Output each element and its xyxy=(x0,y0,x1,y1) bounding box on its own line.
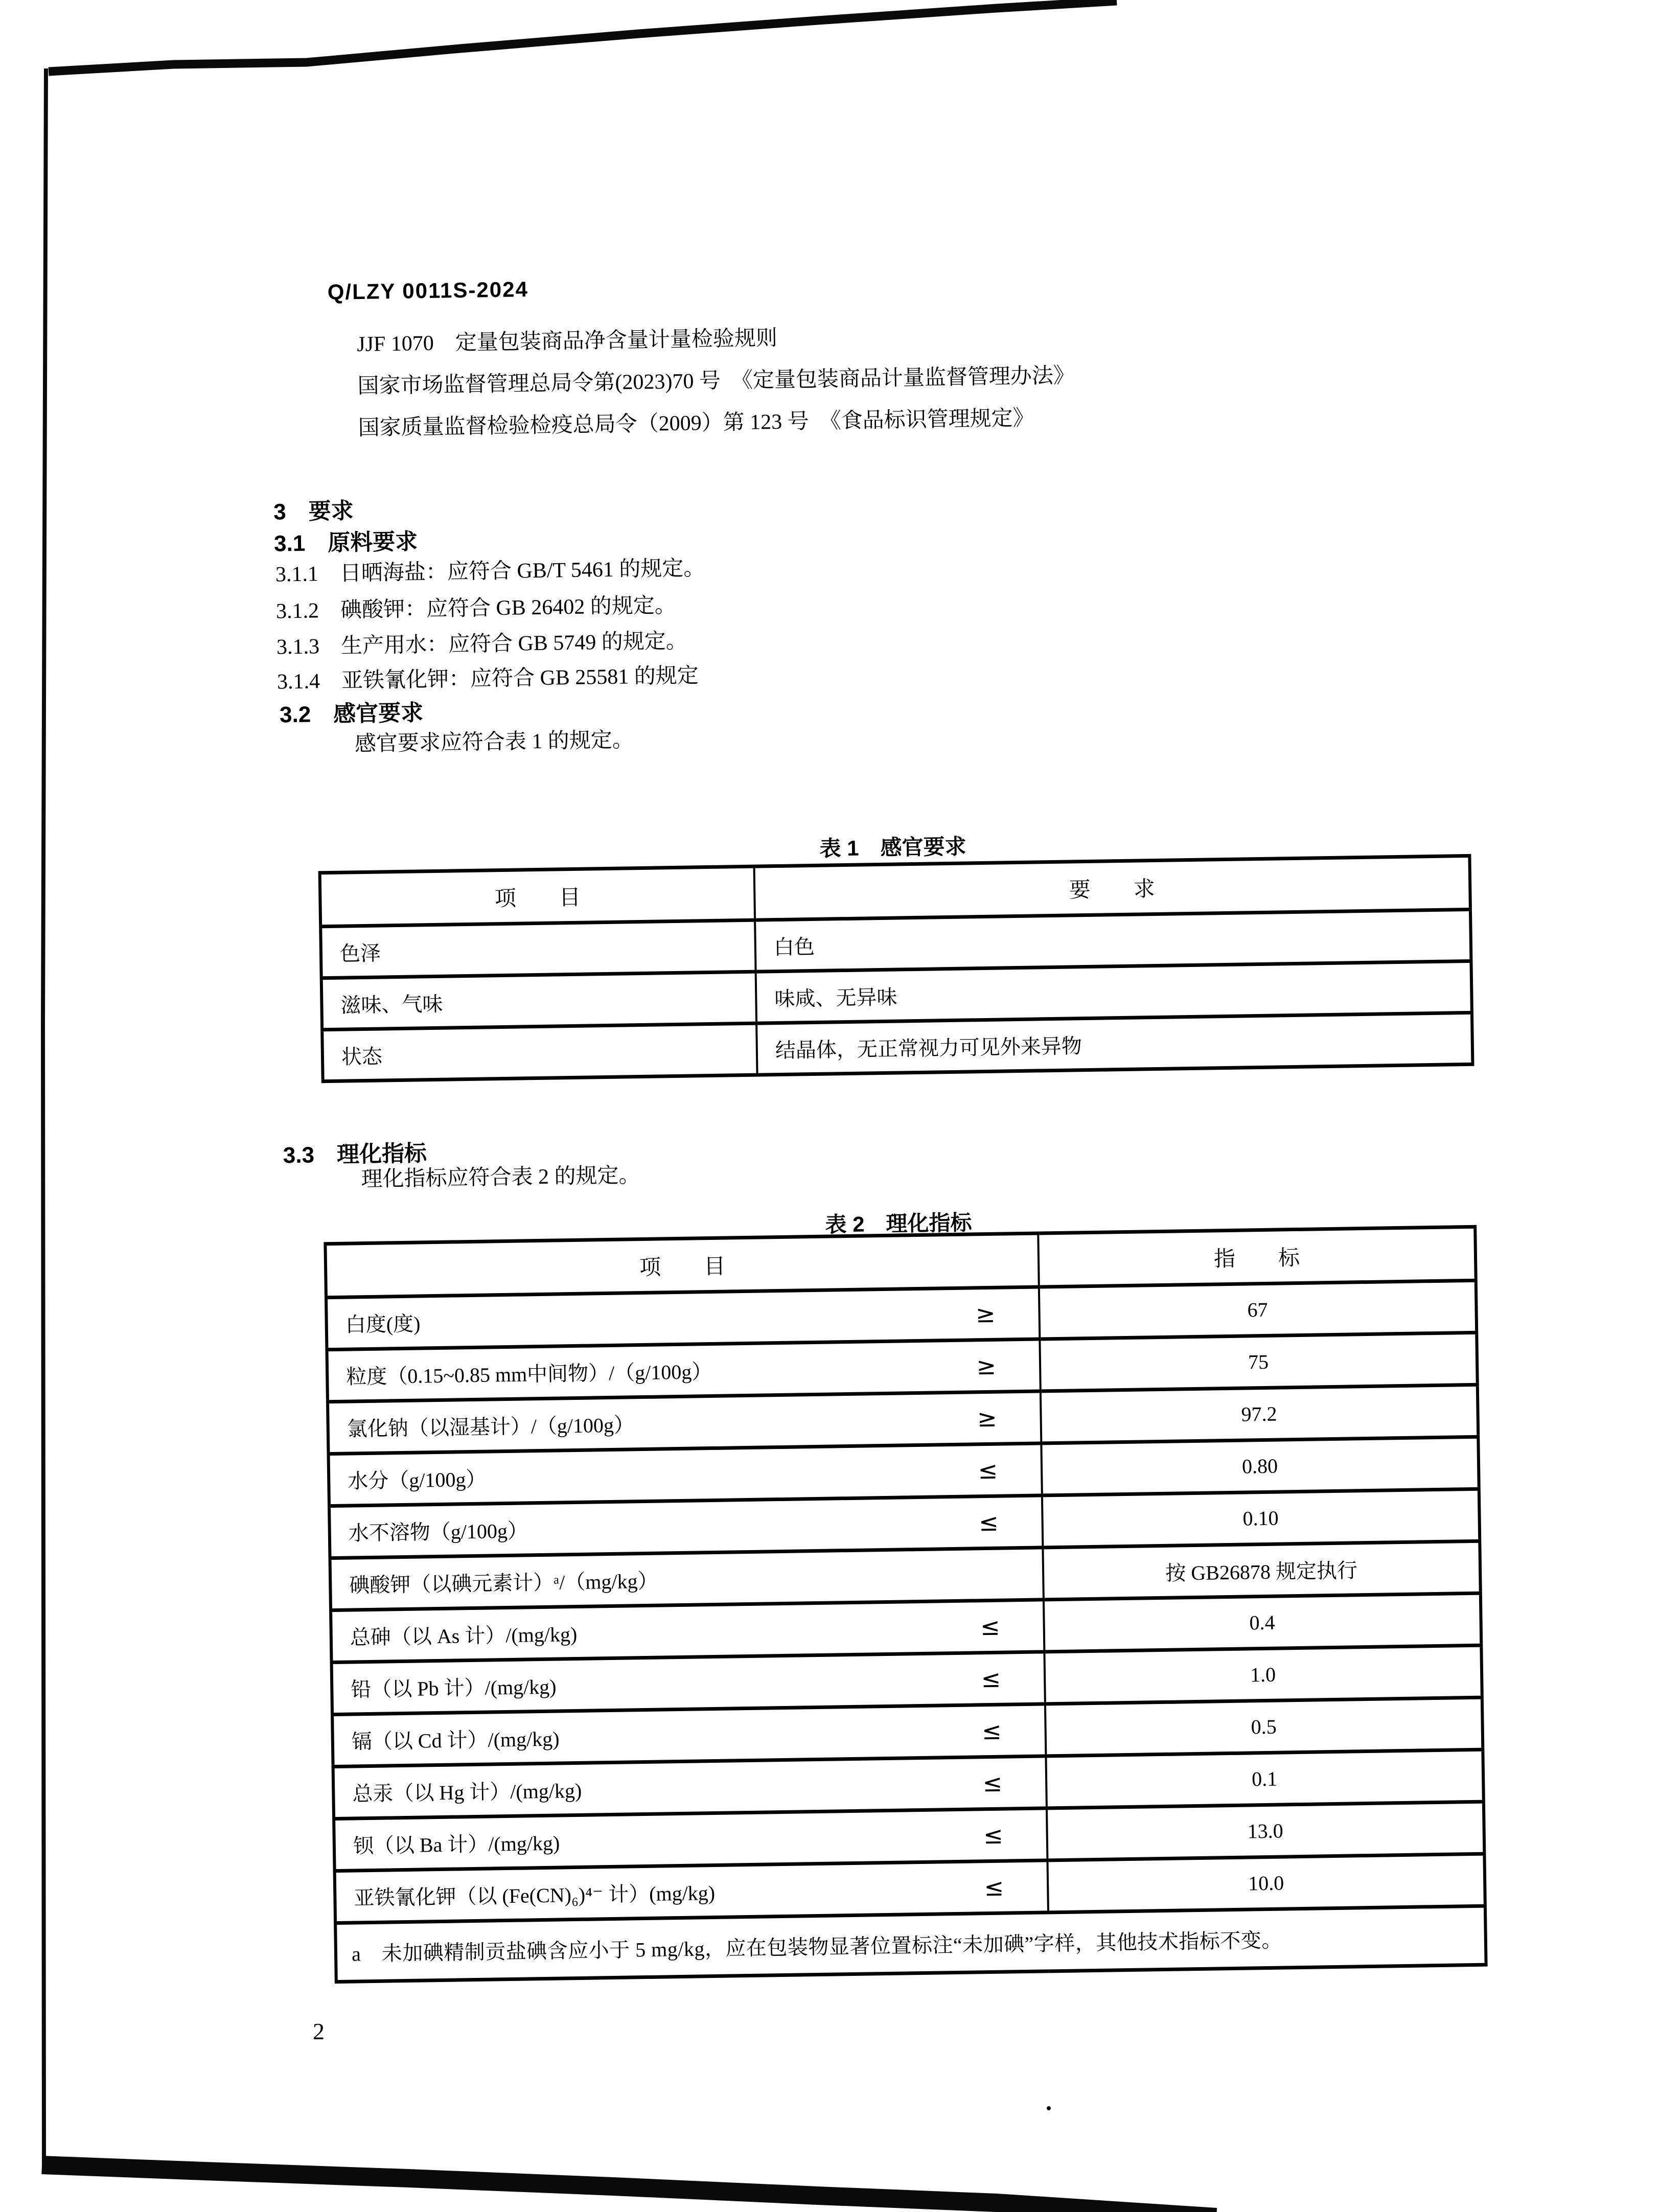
table1-header-requirement: 要 求 xyxy=(754,856,1470,920)
page-content xyxy=(256,247,1571,2116)
table2-value-cell: 0.1 xyxy=(1046,1749,1483,1808)
table2-limit-sign: ≥ xyxy=(975,1300,996,1328)
table2-item-label: 水不溶物（g/100g） xyxy=(348,1519,528,1545)
clause-3-1-4: 3.1.4 亚铁氰化钾：应符合 GB 25581 的规定 xyxy=(276,664,699,694)
table2-item-label: 总汞（以 Hg 计）/(mg/kg) xyxy=(352,1779,582,1806)
reference-line: JJF 1070 定量包装商品净含量计量检验规则 xyxy=(356,326,778,357)
table2-header-indicator: 指 标 xyxy=(1038,1227,1476,1287)
table2-physicochemical-indicators xyxy=(324,1225,1487,1984)
table2-value-cell: 按 GB26878 规定执行 xyxy=(1043,1541,1480,1600)
table1-requirement-cell: 白色 xyxy=(755,909,1471,972)
table2-value-cell: 0.5 xyxy=(1045,1697,1483,1756)
table2-item-label: 水分（g/100g） xyxy=(347,1467,487,1493)
table2-value-cell: 10.0 xyxy=(1047,1854,1485,1913)
page-number: 2 xyxy=(313,2018,325,2044)
section-heading-3-3: 3.3 理化指标 xyxy=(283,1141,427,1168)
section-heading-3-2: 3.2 感官要求 xyxy=(279,700,424,728)
table2-limit-sign: ≤ xyxy=(981,1665,1001,1693)
table2-limit-sign: ≤ xyxy=(981,1717,1002,1745)
table1-sensory-requirements xyxy=(318,854,1474,1083)
table1-requirement-cell: 味咸、无异味 xyxy=(756,961,1472,1023)
scan-speck xyxy=(1047,2106,1051,2110)
clause-3-2-body: 感官要求应符合表 1 的规定。 xyxy=(354,728,634,756)
scan-edge-top xyxy=(49,1,1117,72)
scan-edge-bottom xyxy=(42,2165,1216,2212)
scan-edge-left xyxy=(43,68,46,2164)
table1-item-cell: 滋味、气味 xyxy=(321,972,756,1030)
table2-value-cell: 67 xyxy=(1039,1280,1477,1339)
table2-limit-sign: ≤ xyxy=(983,1821,1004,1849)
table1-requirement-cell: 结晶体，无正常视力可见外来异物 xyxy=(756,1012,1472,1075)
clause-3-1-3: 3.1.3 生产用水：应符合 GB 5749 的规定。 xyxy=(276,629,688,659)
table2-value-cell: 97.2 xyxy=(1041,1385,1478,1443)
table2-value-cell: 0.4 xyxy=(1044,1593,1481,1652)
table2-limit-sign: ≥ xyxy=(977,1404,998,1432)
table2-item-label: 总砷（以 As 计）/(mg/kg) xyxy=(350,1622,578,1649)
section-heading-3-1: 3.1 原料要求 xyxy=(273,529,418,557)
table2-caption: 表 2 理化指标 xyxy=(825,1210,972,1237)
table2-value-cell: 1.0 xyxy=(1044,1645,1482,1704)
table1-item-cell: 色泽 xyxy=(320,920,755,978)
table2-item-label: 碘酸钾（以碘元素计）ᵃ/（mg/kg） xyxy=(349,1569,658,1597)
table1-header-item: 项 目 xyxy=(320,866,755,927)
reference-line: 国家市场监督管理总局令第(2023)70 号 《定量包装商品计量监督管理办法》 xyxy=(357,364,1075,399)
table2-limit-sign: ≤ xyxy=(984,1873,1004,1901)
clause-3-1-1: 3.1.1 日晒海盐：应符合 GB/T 5461 的规定。 xyxy=(275,557,705,587)
table2-value-cell: 13.0 xyxy=(1047,1802,1484,1860)
table2-item-label: 氯化钠（以湿基计）/（g/100g） xyxy=(347,1413,635,1441)
table1-caption: 表 1 感官要求 xyxy=(819,834,966,861)
clause-3-1-2: 3.1.2 碘酸钾：应符合 GB 26402 的规定。 xyxy=(275,593,677,624)
table2-limit-sign: ≤ xyxy=(982,1769,1003,1797)
table1-item-cell: 状态 xyxy=(322,1023,757,1081)
table2-limit-sign: ≤ xyxy=(978,1456,998,1484)
table2-item-label: 亚铁氰化钾（以 (Fe(CN)₆)⁴⁻ 计）(mg/kg) xyxy=(354,1881,716,1910)
table2-footnote: a 未加碘精制贡盐碘含应小于 5 mg/kg，应在包装物显著位置标注“未加碘”字样，其他技术指标不变。 xyxy=(335,1906,1486,1981)
normative-references xyxy=(357,313,1076,449)
table2-limit-sign: ≥ xyxy=(976,1352,997,1380)
table2-item-label: 钡（以 Ba 计）/(mg/kg) xyxy=(353,1831,560,1858)
table2-value-cell: 0.80 xyxy=(1041,1437,1479,1495)
clause-3-3-body: 理化指标应符合表 2 的规定。 xyxy=(361,1164,640,1192)
reference-line: 国家质量监督检验检疫总局令（2009）第 123 号 《食品标识管理规定》 xyxy=(358,406,1034,441)
table2-item-label: 粒度（0.15~0.85 mm中间物）/（g/100g） xyxy=(345,1360,712,1389)
table2-header-item: 项 目 xyxy=(325,1233,1039,1298)
table2-limit-sign: ≤ xyxy=(980,1612,1001,1641)
table2-item-label: 镉（以 Cd 计）/(mg/kg) xyxy=(351,1727,560,1754)
table2-item-label: 白度(度) xyxy=(345,1312,421,1337)
section-heading-3: 3 要求 xyxy=(273,498,354,525)
table2-value-cell: 0.10 xyxy=(1042,1489,1480,1548)
table2-item-label: 铅（以 Pb 计）/(mg/kg) xyxy=(351,1675,557,1701)
doc-number: Q/LZY 0011S-2024 xyxy=(327,277,529,304)
table2-limit-sign: ≤ xyxy=(978,1508,999,1536)
table2-value-cell: 75 xyxy=(1040,1332,1477,1391)
